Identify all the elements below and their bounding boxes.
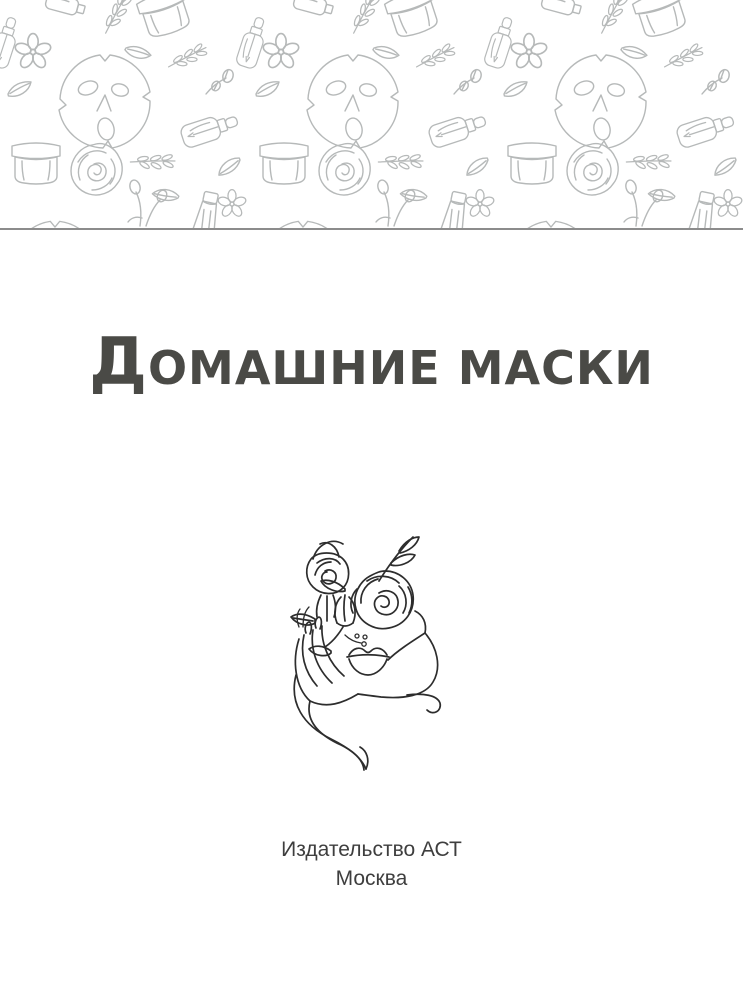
- arm: [294, 675, 368, 770]
- cosmetics-sketch-pattern: [0, 0, 743, 228]
- lips: [347, 648, 389, 675]
- book-title-initial: Д: [89, 325, 148, 400]
- book-title: [0, 325, 743, 400]
- rose-left: [306, 541, 348, 621]
- book-title-rest: ОМАШНИЕ МАСКИ: [147, 341, 654, 395]
- pattern-tile-3: [483, 0, 743, 228]
- imprint-block: [0, 835, 743, 893]
- pattern-tile-2: [235, 0, 495, 228]
- header-pattern-band: [0, 0, 743, 230]
- rose-right: [350, 571, 412, 629]
- woman-face-line-art: [286, 529, 458, 771]
- publisher-city: Москва: [335, 867, 408, 890]
- publisher-name: Издательство АСТ: [281, 838, 462, 861]
- pattern-tile-1: [0, 0, 247, 228]
